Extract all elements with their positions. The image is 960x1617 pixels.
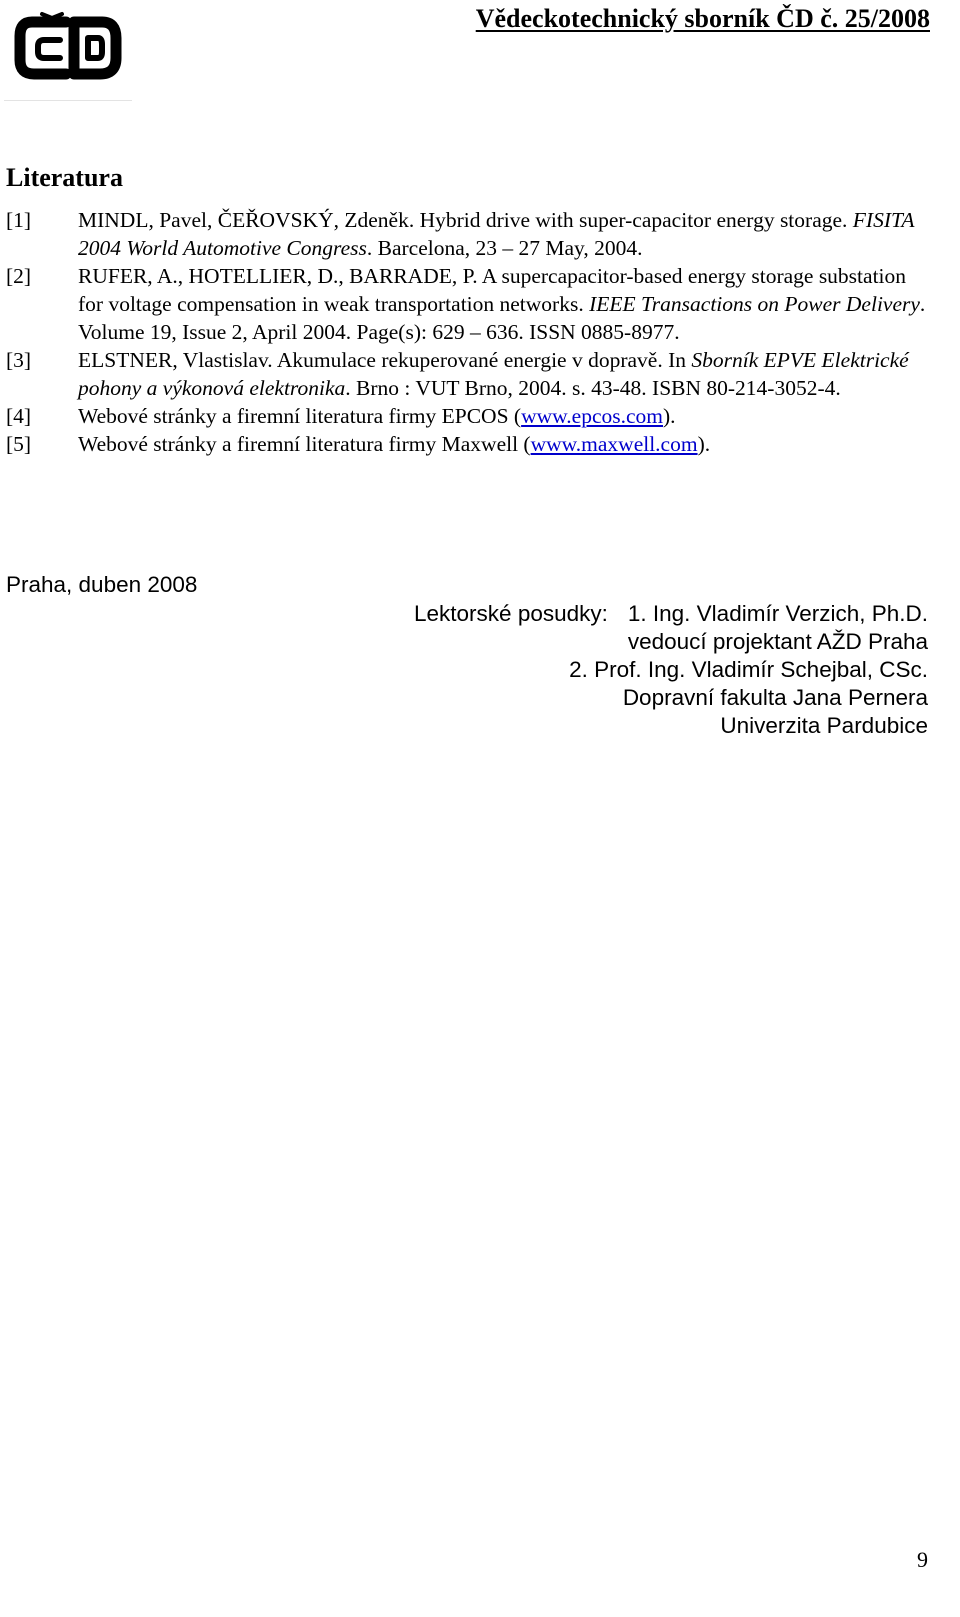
reference-text [78, 262, 936, 346]
reference-authors: RUFER, A., HOTELLIER, D., BARRADE, P. A supercapacitor-based energy storage substation for voltage compensation in weak transportation networks. [78, 264, 907, 316]
reference-authors: MINDL, Pavel, ČEŘOVSKÝ, Zdeněk. Hybrid drive with super-capacitor energy storage. [78, 208, 853, 232]
reference-source: FISITA 2004 World Automotive Congress [78, 208, 915, 260]
epcos-link[interactable]: www.epcos.com [521, 404, 663, 428]
journal-title: Vědeckotechnický sborník ČD č. 25/2008 [475, 4, 930, 33]
reference-authors: ELSTNER, Vlastislav. Akumulace rekuperované energie v dopravě. In [78, 348, 692, 372]
reference-item [6, 206, 936, 262]
reference-text [78, 402, 936, 430]
reference-item [6, 346, 936, 402]
reference-description: Webové stránky a firemní literatura firmy EPCOS ( [78, 404, 522, 428]
reference-number: [1] [6, 208, 32, 232]
reference-number: [2] [6, 264, 32, 288]
reference-item [6, 262, 936, 346]
reference-number: [4] [6, 404, 32, 428]
reviews-block [414, 600, 928, 740]
literature-heading: Literatura [6, 163, 123, 192]
reference-text [78, 430, 936, 458]
reference-description: Webové stránky a firemní literatura firmy Maxwell ( [78, 432, 531, 456]
place-date: Praha, duben 2008 [6, 572, 198, 597]
reference-closing: ). [663, 404, 676, 428]
reference-details: . Barcelona, 23 – 27 May, 2004. [366, 236, 643, 260]
reference-text [78, 346, 936, 402]
reviewer-1-name: 1. Ing. Vladimír Verzich, Ph.D. [627, 601, 928, 626]
maxwell-link[interactable]: www.maxwell.com [530, 432, 698, 456]
page-number: 9 [917, 1547, 928, 1572]
reviewer-1-row [414, 600, 928, 628]
reference-details: . Volume 19, Issue 2, April 2004. Page(s): 629 – 636. ISSN 0885-8977. [78, 292, 926, 344]
reference-item [6, 430, 936, 458]
reference-text [78, 206, 936, 262]
cd-logo [14, 10, 124, 84]
reference-source: IEEE Transactions on Power Delivery [589, 292, 920, 316]
reference-item [6, 402, 936, 430]
reviewer-2-affiliation-2: Univerzita Pardubice [720, 713, 928, 738]
reference-number: [5] [6, 432, 32, 456]
reviewer-1-affiliation: vedoucí projektant AŽD Praha [627, 629, 928, 654]
reference-number: [3] [6, 348, 32, 372]
reviewer-2-affiliation-1: Dopravní fakulta Jana Pernera [622, 685, 928, 710]
reference-details: . Brno : VUT Brno, 2004. s. 43-48. ISBN 80-214-3052-4. [345, 376, 841, 400]
reviewer-2-name: 2. Prof. Ing. Vladimír Schejbal, CSc. [569, 657, 928, 682]
reviews-label: Lektorské posudky: [414, 601, 608, 626]
reference-closing: ). [697, 432, 711, 456]
reference-source: Sborník EPVE Elektrické pohony a výkonová elektronika [78, 348, 909, 400]
reference-list [6, 206, 936, 458]
logo-divider [4, 100, 132, 101]
